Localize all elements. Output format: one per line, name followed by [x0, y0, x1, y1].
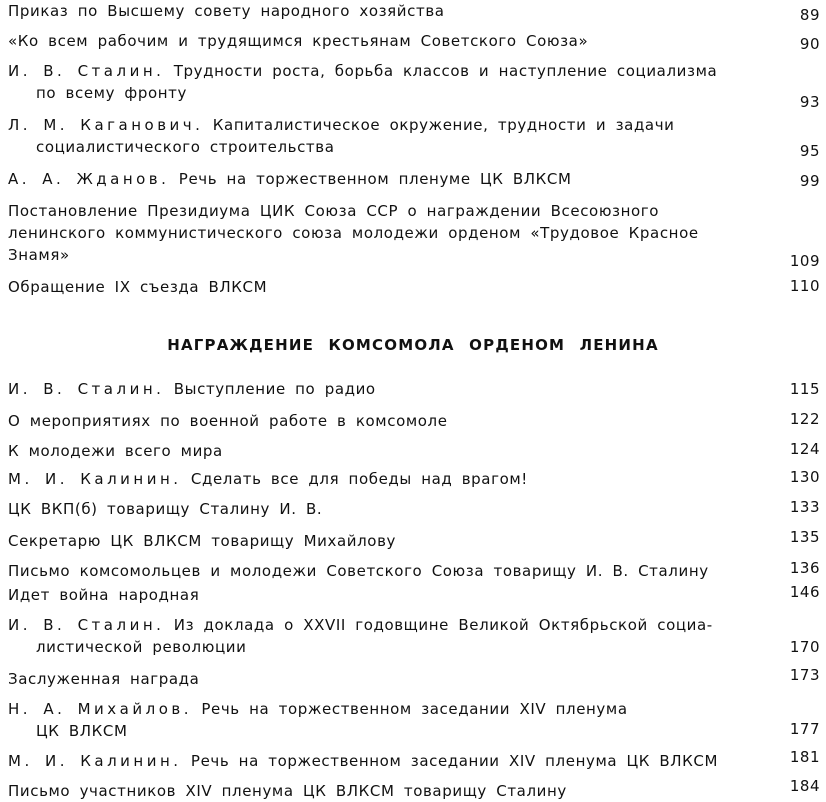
page-number: 93: [799, 93, 820, 111]
toc-entry: [8, 0, 778, 22]
entry-title: Постановление Президиума ЦИК Союза ССР о награждении Всесоюзного: [8, 202, 660, 220]
page-number: 146: [789, 583, 820, 601]
entry-title-continuation: по всему фронту: [36, 84, 187, 102]
page-number: 110: [789, 277, 820, 295]
toc-entry: [8, 698, 778, 742]
page-number: 136: [789, 559, 820, 577]
entry-title: «Ко всем рабочим и трудящимся крестьянам Советского Союза»: [8, 32, 589, 50]
entry-author: А. А. Жданов.: [8, 170, 170, 188]
entry-title: Сделать все для победы над врагом!: [190, 470, 528, 488]
page-number: 177: [789, 720, 820, 738]
section-heading: НАГРАЖДЕНИЕ КОМСОМОЛА ОРДЕНОМ ЛЕНИНА: [167, 336, 659, 354]
page-number: 115: [789, 380, 820, 398]
entry-title-continuation: социалистического строительства: [36, 138, 335, 156]
toc-entry: [8, 410, 778, 432]
entry-title: Речь на торжественном заседании XIV пленума ЦК ВЛКСМ: [190, 752, 719, 770]
page-number: 89: [799, 6, 820, 24]
entry-title: ЦК ВКП(б) товарищу Сталину И. В.: [8, 500, 323, 518]
toc-entry: [8, 530, 778, 552]
toc-entry: [8, 560, 778, 582]
entry-title: Капиталистическое окружение, трудности и задачи: [212, 116, 675, 134]
entry-author: Л. М. Каганович.: [8, 116, 204, 134]
entry-title: Секретарю ЦК ВЛКСМ товарищу Михайлову: [8, 532, 397, 550]
entry-title: Речь на торжественном пленуме ЦК ВЛКСМ: [178, 170, 572, 188]
entry-title-continuation: ленинского коммунистического союза молодежи орденом «Трудовое Красное: [8, 224, 699, 242]
entry-title: Письмо участников XIV пленума ЦК ВЛКСМ товарищу Сталину: [8, 782, 567, 800]
entry-title-continuation: ЦК ВЛКСМ: [36, 722, 128, 740]
page-number: 130: [789, 468, 820, 486]
entry-author: М. И. Калинин.: [8, 752, 182, 770]
entry-title: Обращение IX съезда ВЛКСМ: [8, 278, 268, 296]
page-number: 124: [789, 440, 820, 458]
page-number: 181: [789, 748, 820, 766]
toc-entry: [8, 30, 778, 52]
page-number: 95: [799, 142, 820, 160]
toc-entry: [8, 614, 778, 658]
toc-entry: [8, 276, 778, 298]
toc-entry: [8, 114, 778, 158]
entry-author: И. В. Сталин.: [8, 62, 165, 80]
page-number: 90: [799, 35, 820, 53]
toc-entry: [8, 468, 778, 490]
entry-title: Приказ по Высшему совету народного хозяйства: [8, 2, 445, 20]
entry-author: Н. А. Михайлов.: [8, 700, 192, 718]
entry-title: Письмо комсомольцев и молодежи Советского Союза товарищу И. В. Сталину: [8, 562, 709, 580]
entry-title: Заслуженная награда: [8, 670, 200, 688]
toc-entry: [8, 378, 778, 400]
toc-entry: [8, 750, 778, 772]
toc-entry: [8, 780, 778, 802]
entry-title: Трудности роста, борьба классов и наступление социализма: [173, 62, 718, 80]
page-number: 133: [789, 498, 820, 516]
page-number: 122: [789, 410, 820, 428]
entry-title-continuation: Знамя»: [8, 246, 70, 264]
entry-title-continuation: листической революции: [36, 638, 247, 656]
entry-title: Выступление по радио: [173, 380, 376, 398]
toc-entry: [8, 200, 778, 266]
page-number: 99: [799, 172, 820, 190]
entry-author: И. В. Сталин.: [8, 380, 165, 398]
page-number: 173: [789, 666, 820, 684]
entry-author: М. И. Калинин.: [8, 470, 182, 488]
entry-title: О мероприятиях по военной работе в комсомоле: [8, 412, 448, 430]
toc-entry: [8, 668, 778, 690]
entry-title: Из доклада о XXVII годовщине Великой Октябрьской социа-: [173, 616, 713, 634]
toc-entry: [8, 584, 778, 606]
toc-entry: [8, 60, 778, 104]
page-number: 170: [789, 638, 820, 656]
toc-entry: [8, 498, 778, 520]
entry-title: Идет война народная: [8, 586, 200, 604]
entry-title: К молодежи всего мира: [8, 442, 223, 460]
toc-entry: [8, 440, 778, 462]
page-number: 135: [789, 528, 820, 546]
entry-author: И. В. Сталин.: [8, 616, 165, 634]
entry-title: Речь на торжественном заседании XIV пленума: [201, 700, 628, 718]
toc-entry: [8, 168, 778, 190]
page-number: 184: [789, 777, 820, 795]
page-number: 109: [789, 252, 820, 270]
